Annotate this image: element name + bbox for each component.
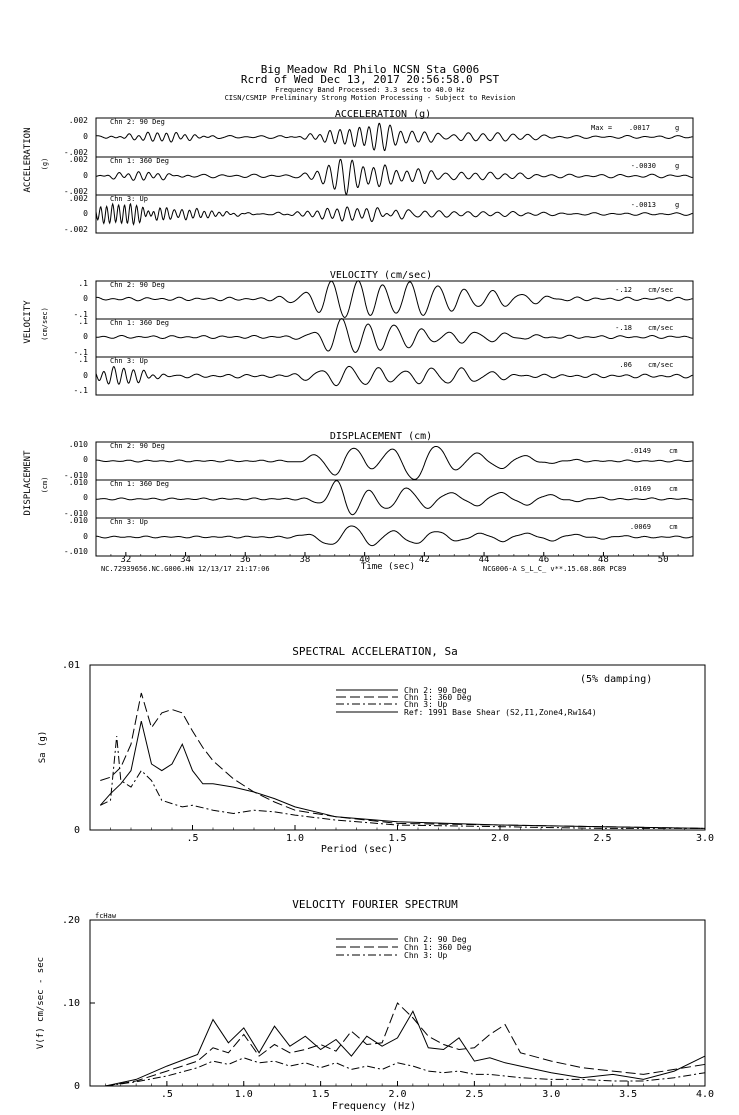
- time-tick-label-46: 46: [538, 555, 550, 565]
- vel-channel-1: Chn 2: 90 Deg: [110, 281, 165, 289]
- dis-tick-zero-3: 0: [83, 532, 88, 541]
- dis-channel-1: Chn 2: 90 Deg: [110, 442, 165, 450]
- acc-tick-bottom-2: -.002: [63, 187, 88, 196]
- vel-tick-zero-1: 0: [83, 294, 88, 303]
- dis-axis-label: DISPLACEMENT: [23, 450, 33, 516]
- vel-tick-zero-3: 0: [83, 371, 88, 380]
- acc-tick-zero-2: 0: [83, 171, 88, 180]
- vel-max-unit-3: cm/sec: [648, 361, 674, 369]
- dis-trace-chn2: [96, 447, 692, 480]
- y-tick-label: .01: [61, 660, 80, 671]
- vel-trace-chn2: [96, 281, 692, 318]
- sa-legend: [336, 686, 597, 717]
- x-tick-label: .5: [186, 833, 199, 844]
- acc-unit-label: (g): [41, 157, 49, 171]
- time-axis-label: Time (sec): [360, 562, 416, 572]
- vel-max-1: -.12: [615, 286, 632, 294]
- vel-channel-2: Chn 1: 360 Deg: [110, 319, 170, 327]
- acc-tick-bottom-3: -.002: [63, 225, 88, 234]
- dis-trace-3-frame: [96, 518, 693, 556]
- y-tick-label: 0: [73, 1081, 80, 1092]
- x-tick-label: 1.0: [285, 833, 305, 844]
- vel-trace-chn3: [96, 366, 692, 385]
- acc-trace-chn1: [96, 159, 692, 194]
- time-tick-label-50: 50: [657, 555, 669, 565]
- time-tick-label-38: 38: [299, 555, 311, 565]
- time-tick-label-34: 34: [180, 555, 191, 565]
- sa-damping-note: (5% damping): [580, 674, 653, 685]
- dis-max-unit-3: cm: [669, 523, 678, 531]
- band-line: Frequency Band Processed: 3.3 secs to 40.0 Hz: [275, 86, 465, 94]
- x-tick-label: 2.5: [465, 1089, 484, 1100]
- sa-series-chn1: [100, 693, 705, 828]
- dis-max-1: .0149: [629, 447, 651, 455]
- vel-channel-3: Chn 3: Up: [110, 357, 148, 365]
- acc-trace-chn3: [96, 204, 692, 225]
- vel-axis-label: VELOCITY: [23, 300, 33, 344]
- acc-axis-label: ACCELERATION: [23, 127, 33, 193]
- x-tick-label: .5: [160, 1089, 173, 1100]
- x-tick-label: 1.5: [388, 833, 407, 844]
- acc-tick-zero-3: 0: [83, 209, 88, 218]
- vf-legend: [336, 935, 472, 960]
- acc-channel-3: Chn 3: Up: [110, 195, 148, 203]
- dis-channel-2: Chn 1: 360 Deg: [110, 480, 170, 488]
- acc-max-unit-2: g: [675, 162, 680, 170]
- x-tick-label: 1.5: [311, 1089, 330, 1100]
- vf-xlabel: Frequency (Hz): [331, 1101, 417, 1112]
- acc-tick-top-2: .002: [68, 155, 88, 164]
- time-tick-label-44: 44: [478, 555, 490, 565]
- vel-max-unit-1: cm/sec: [648, 286, 674, 294]
- vel-trace-3-frame: [96, 357, 693, 395]
- dis-unit-label: (cm): [41, 476, 49, 494]
- dis-max-3: .0069: [629, 523, 651, 531]
- vel-trace-chn1: [96, 319, 692, 353]
- vf-legend-chn1: Chn 1: 360 Deg: [404, 943, 472, 952]
- dis-tick-top: .010: [68, 440, 88, 449]
- dis-tick-bottom-2: -.010: [63, 509, 88, 518]
- vf-legend-chn3: Chn 3: Up: [404, 951, 448, 960]
- footer-left: NC.72939656.NC.G006.HN 12/13/17 21:17:06: [101, 565, 270, 573]
- vel-max-2: -.18: [615, 324, 632, 332]
- vf-series-chn2: [105, 1011, 705, 1086]
- dis-max-2: .0169: [629, 485, 651, 493]
- vel-tick-bottom-1: -.1: [73, 310, 88, 319]
- x-tick-label: 2.0: [388, 1089, 407, 1100]
- vf-corner-note: fcHaw: [95, 912, 117, 920]
- x-tick-label: 4.0: [695, 1089, 715, 1100]
- time-tick-label-40: 40: [359, 555, 371, 565]
- x-tick-label: 3.5: [619, 1089, 638, 1100]
- dis-channel-3: Chn 3: Up: [110, 518, 148, 526]
- vel-max-unit-2: cm/sec: [648, 324, 674, 332]
- dis-max-unit-2: cm: [669, 485, 678, 493]
- vf-axis-ticks: [62, 915, 714, 1100]
- vf-series-chn1: [105, 1003, 705, 1086]
- vf-legend-chn2: Chn 2: 90 Deg: [404, 935, 467, 944]
- vel-tick-top-2: .1: [78, 317, 88, 326]
- y-tick-label: .10: [61, 998, 80, 1009]
- acc-panel-title: ACCELERATION (g): [334, 109, 432, 120]
- vel-tick-bottom-3: -.1: [73, 386, 88, 395]
- acc-max-1: .0017: [628, 124, 650, 132]
- dis-panel-title: DISPLACEMENT (cm): [329, 431, 433, 442]
- acc-max-unit-1: g: [675, 124, 680, 132]
- vel-panel-title: VELOCITY (cm/sec): [329, 270, 433, 281]
- processing-line: CISN/CSMIP Preliminary Strong Motion Processing - Subject to Revision: [224, 94, 516, 102]
- dis-tick-top-3: .010: [68, 516, 88, 525]
- acc-trace-3-frame: [96, 195, 693, 233]
- time-tick-label-36: 36: [239, 555, 251, 565]
- record-title: Rcrd of Wed Dec 13, 2017 20:56:58.0 PST: [240, 73, 500, 86]
- acc-max-unit-3: g: [675, 201, 680, 209]
- dis-tick-bottom-3: -.010: [63, 547, 88, 556]
- time-tick-label-42: 42: [418, 555, 430, 565]
- acc-max-2: -.0030: [630, 162, 656, 170]
- acc-tick-top-3: .002: [68, 194, 88, 203]
- vel-tick-bottom-2: -.1: [73, 348, 88, 357]
- acc-channel-1: Chn 2: 90 Deg: [110, 118, 165, 126]
- x-tick-label: 2.5: [593, 833, 612, 844]
- station-title: Big Meadow Rd Philo NCSN Sta G006: [260, 63, 480, 76]
- x-tick-label: 3.0: [695, 833, 715, 844]
- sa-axis-ticks: [62, 660, 714, 844]
- sa-ylabel: Sa (g): [38, 730, 48, 764]
- dis-tick-top-2: .010: [68, 478, 88, 487]
- vel-unit-label: (cm/sec): [41, 307, 49, 341]
- x-tick-label: 3.0: [542, 1089, 561, 1100]
- sa-legend-chn1: Chn 1: 360 Deg: [404, 693, 472, 702]
- time-tick-label-32: 32: [120, 555, 132, 565]
- x-tick-label: 1.0: [234, 1089, 253, 1100]
- sa-legend-chn2: Chn 2: 90 Deg: [404, 686, 467, 695]
- acc-tick-top: .002: [68, 116, 88, 125]
- vf-chart-title: VELOCITY FOURIER SPECTRUM: [292, 898, 458, 911]
- acc-max-prefix: Max =: [591, 124, 613, 132]
- sa-xlabel: Period (sec): [320, 844, 394, 855]
- sa-legend-chn3: Chn 3: Up: [404, 700, 448, 709]
- sa-series-chn2: [100, 721, 705, 828]
- y-tick-label: 0: [73, 825, 80, 836]
- acc-channel-2: Chn 1: 360 Deg: [110, 157, 170, 165]
- x-tick-label: 2.0: [490, 833, 510, 844]
- footer-right: NCG006-A S_L_C_ v**.15.68.86R PC89: [483, 565, 627, 573]
- vel-max-3: .06: [619, 361, 632, 369]
- time-tick-label-48: 48: [598, 555, 609, 565]
- acc-tick-bottom-1: -.002: [63, 148, 88, 157]
- dis-tick-zero-1: 0: [83, 455, 88, 464]
- acc-tick-zero-1: 0: [83, 132, 88, 141]
- dis-trace-chn1: [96, 481, 692, 515]
- sa-chart-title: SPECTRAL ACCELERATION, Sa: [292, 645, 458, 658]
- acc-max-3: -.0013: [630, 201, 656, 209]
- y-tick-label: .20: [61, 915, 80, 926]
- vel-tick-top: .1: [78, 279, 88, 288]
- dis-tick-zero-2: 0: [83, 493, 88, 502]
- dis-max-unit-1: cm: [669, 447, 678, 455]
- dis-tick-bottom-1: -.010: [63, 471, 88, 480]
- sa-legend-ref: Ref: 1991 Base Shear (S2,I1,Zone4,Rw1&4): [404, 708, 597, 717]
- vf-ylabel: V(f) cm/sec - sec: [36, 956, 46, 1050]
- sa-series-chn3: [100, 736, 705, 828]
- vel-tick-top-3: .1: [78, 355, 88, 364]
- vel-tick-zero-2: 0: [83, 332, 88, 341]
- dis-trace-chn3: [96, 526, 692, 546]
